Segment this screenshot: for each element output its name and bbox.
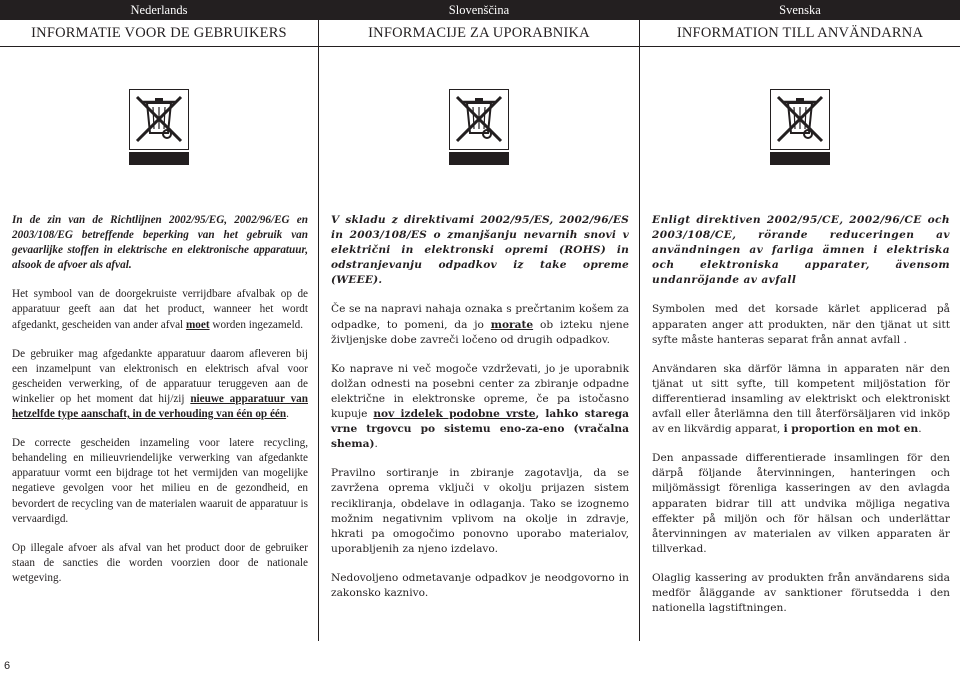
paragraph-4: Op illegale afvoer als afval van het product door de gebruiker staan de sancties die worden voorzien door de nationale wetgeving. bbox=[12, 541, 308, 584]
language-header: Slovenščina bbox=[319, 0, 639, 20]
intro-paragraph: In de zin van de Richtlijnen 2002/95/EG, 2002/96/EG en 2003/108/EG betreffende beperking van het gebruik van gevaarlijke stoffen in elektrische en elektronische apparatuur, alsook de afvoer als afval. bbox=[12, 214, 308, 272]
language-header: Nederlands bbox=[0, 0, 318, 20]
paragraph-1: Če se na napravi nahaja oznaka s prečrtanim košem za odpadke, to pomeni, da jo morate ob izteku njene življenjske dobe zavreči ločeno od drugih odpadkov. bbox=[331, 303, 629, 346]
column-slovenian bbox=[319, 0, 640, 641]
paragraph-3: De correcte gescheiden inzameling voor latere recycling, behandeling en milieuvriendelijke verwerking van afgedankte apparatuur vormt een bijdrage tot het vermijden van mogelijke negatieve gevolgen voor het milieu en de gezondheid, en bevordert de recycling van de materialen waaruit de apparatuur is vervaardigd. bbox=[12, 437, 308, 525]
paragraph-3: Den anpassade differentierade insamlingen för den därpå följande återvinningen, hanteringen och miljömässigt förenliga kasseringen av den avlagda apparaten bidrar till att undvika möjliga negativa effekter på miljön och för hälsan och underlättar återvinningen av materialen av vilken apparaten är tillverkad. bbox=[652, 452, 950, 555]
paragraph-2: Ko naprave ni več mogoče vzdrževati, jo je uporabnik dolžan odnesti na posebni center za zbiranje odpadne električne in elektronske opreme, če pa istočasno kupuje nov izdelek podobne vrste, lahko starega vrne trgovcu po sistemu eno-za-eno (vračalna shema). bbox=[331, 362, 629, 451]
text-body bbox=[652, 213, 950, 630]
paragraph-2: De gebruiker mag afgedankte apparatuur daarom afleveren bij een inzamelpunt van elektronisch en elektrisch afval voor gescheiden verwerking, of de apparatuur teruggeven aan de winkelier op het moment dat hij/zij nieuwe apparatuur van hetzelfde type aanschaft, in de verhouding van één op één. bbox=[12, 347, 308, 421]
section-title: INFORMATIE VOOR DE GEBRUIKERS bbox=[0, 20, 318, 47]
column-dutch bbox=[0, 0, 319, 641]
paragraph-1: Symbolen med det korsade kärlet applicerad på apparaten anger att produkten, när den tjänat ut sitt syfte måste hanteras separat från annat avfall . bbox=[652, 303, 950, 346]
weee-crossed-bin-icon bbox=[129, 89, 189, 165]
text-body bbox=[331, 213, 629, 615]
paragraph-1: Het symbool van de doorgekruiste verrijdbare afvalbak op de apparatuur geeft aan dat het product, wanneer het wordt afgedankt, gescheiden van ander afval moet worden ingezameld. bbox=[12, 288, 308, 331]
page-number: 6 bbox=[4, 660, 11, 672]
paragraph-2: Användaren ska därför lämna in apparaten när den tjänat ut sitt syfte, till kompetent miljöstation för differentierad insamling av elektriskt och elektroniskt avfall eller återlämna den till återförsäljaren vid inköp av en likvärdig apparat, i proportion en mot en. bbox=[652, 362, 950, 436]
intro-paragraph: V skladu z direktivami 2002/95/ES, 2002/96/ES in 2003/108/ES o zmanjšanju nevarnih snovi v električni in elektronski opremi (ROHS) in odstranjevanju odpadkov iz take opreme (WEEE). bbox=[331, 214, 629, 287]
paragraph-4: Olaglig kassering av produkten från användarens sida medför åläggande av sanktioner förutsedda i den nationella lagstiftningen. bbox=[652, 571, 950, 615]
intro-paragraph: Enligt direktiven 2002/95/CE, 2002/96/CE och 2003/108/CE, rörande reduceringen av användningen av farliga ämnen i elektriska och elektroniska apparater, ävensom undanröjande av avfall bbox=[652, 214, 950, 287]
weee-crossed-bin-icon bbox=[449, 89, 509, 165]
column-swedish bbox=[640, 0, 960, 641]
text-body bbox=[12, 213, 308, 600]
weee-crossed-bin-icon bbox=[770, 89, 830, 165]
section-title: INFORMACIJE ZA UPORABNIKA bbox=[319, 20, 639, 47]
section-title: INFORMATION TILL ANVÄNDARNA bbox=[640, 20, 960, 47]
paragraph-4: Nedovoljeno odmetavanje odpadkov je neodgovorno in zakonsko kaznivo. bbox=[331, 571, 629, 599]
paragraph-3: Pravilno sortiranje in zbiranje zagotavlja, da se zavržena oprema vključi v okolju prijazen sistem recikliranja, obdelave in odlaganja. Tako se izognemo možnim negativnim vplivom na okolje in zdravje, hkrati pa omogočimo ponovno uporabo materialov, uporabljenih za njeno izdelavo. bbox=[331, 467, 629, 555]
language-header: Svenska bbox=[640, 0, 960, 20]
